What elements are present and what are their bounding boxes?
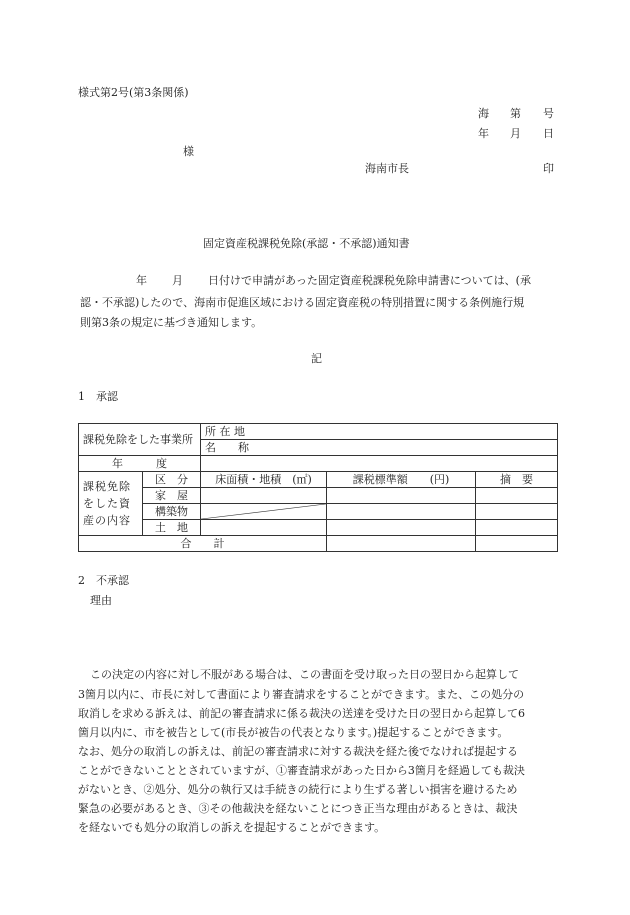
land-remarks (476, 520, 558, 536)
structure-standard (327, 504, 476, 520)
row-land: 土 地 (143, 520, 201, 536)
col-category: 区 分 (143, 472, 201, 488)
intro-line3: 則第3条の規定に基づき通知します。 (80, 316, 263, 329)
notice-line-3: 取消しを求める訴えは、前記の審査請求に係る裁決の送達を受けた日の翌日から起算して6 (78, 707, 525, 720)
intro-month: 月 (172, 274, 183, 287)
exemption-table (78, 423, 558, 552)
total-standard (327, 536, 476, 552)
house-standard (327, 488, 476, 504)
section-approved: 1 承認 (78, 390, 118, 403)
number-line-prefix: 海 (478, 107, 489, 120)
asset-label: 課税免除をした資産の内容 (79, 472, 143, 536)
section-not-approved: 2 不承認 (78, 574, 129, 587)
date-month: 月 (510, 127, 521, 140)
document-title: 固定資産税課税免除(承認・不承認)通知書 (203, 237, 410, 250)
house-remarks (476, 488, 558, 504)
number-line-go: 号 (543, 107, 554, 120)
notice-line-2: 3箇月以内に、市長に対して書面により審査請求をすることができます。また、この処分の (78, 688, 525, 701)
diagonal-line (201, 504, 326, 519)
notice-line-5: なお、処分の取消しの訴えは、前記の審査請求に対する裁決を経た後でなければ提起する (78, 745, 518, 758)
form-number: 様式第2号(第3条関係) (78, 86, 189, 99)
date-day: 日 (543, 127, 554, 140)
land-area (201, 520, 327, 536)
notice-line-9: を経ないでも処分の取消しの訴えを提起することができます。 (78, 821, 386, 834)
col-standard: 課税標準額 (円) (327, 472, 476, 488)
notice-line-7: がないとき、②処分、処分の執行又は手続きの続行により生ずる著しい損害を避けるため (78, 783, 518, 796)
addressee-suffix: 様 (183, 145, 194, 158)
row-structure: 構築物 (143, 504, 201, 520)
seal-mark: 印 (543, 162, 554, 175)
col-remarks: 摘 要 (476, 472, 558, 488)
reason-label: 理由 (90, 594, 112, 607)
total-label: 合 計 (79, 536, 327, 552)
intro-line1: 日付けで申請があった固定資産税課税免除申請書については、(承 (208, 274, 531, 287)
number-line-dai: 第 (510, 107, 521, 120)
location-label: 所 在 地 (201, 424, 558, 440)
row-house: 家 屋 (143, 488, 201, 504)
notice-line-1: この決定の内容に対し不服がある場合は、この書面を受け取った日の翌日から起算して (90, 668, 519, 681)
date-year: 年 (478, 127, 489, 140)
year-value (201, 456, 558, 472)
notice-line-8: 緊急の必要があるとき、③その他裁決を経ないことにつき正当な理由があるときは、裁決 (78, 802, 518, 815)
col-area: 床面積・地積 (㎡) (201, 472, 327, 488)
year-label: 年 度 (79, 456, 201, 472)
intro-line2: 認・不承認)したので、海南市促進区域における固定資産税の特別措置に関する条例施行規 (80, 296, 525, 309)
notice-line-6: ことができないこととされていますが、①審査請求があった日から3箇月を経過しても裁決 (78, 764, 525, 777)
land-standard (327, 520, 476, 536)
ki-heading: 記 (311, 352, 322, 365)
house-area (201, 488, 327, 504)
name-label: 名 称 (201, 440, 558, 456)
notice-line-4: 箇月以内に、市を被告として(市長が被告の代表となります。)提起することができます。 (78, 726, 509, 739)
intro-year: 年 (136, 274, 147, 287)
structure-remarks (476, 504, 558, 520)
total-remarks (476, 536, 558, 552)
business-label: 課税免除をした事業所 (79, 424, 201, 456)
structure-area-na (201, 504, 327, 520)
issuer: 海南市長 (365, 162, 409, 175)
